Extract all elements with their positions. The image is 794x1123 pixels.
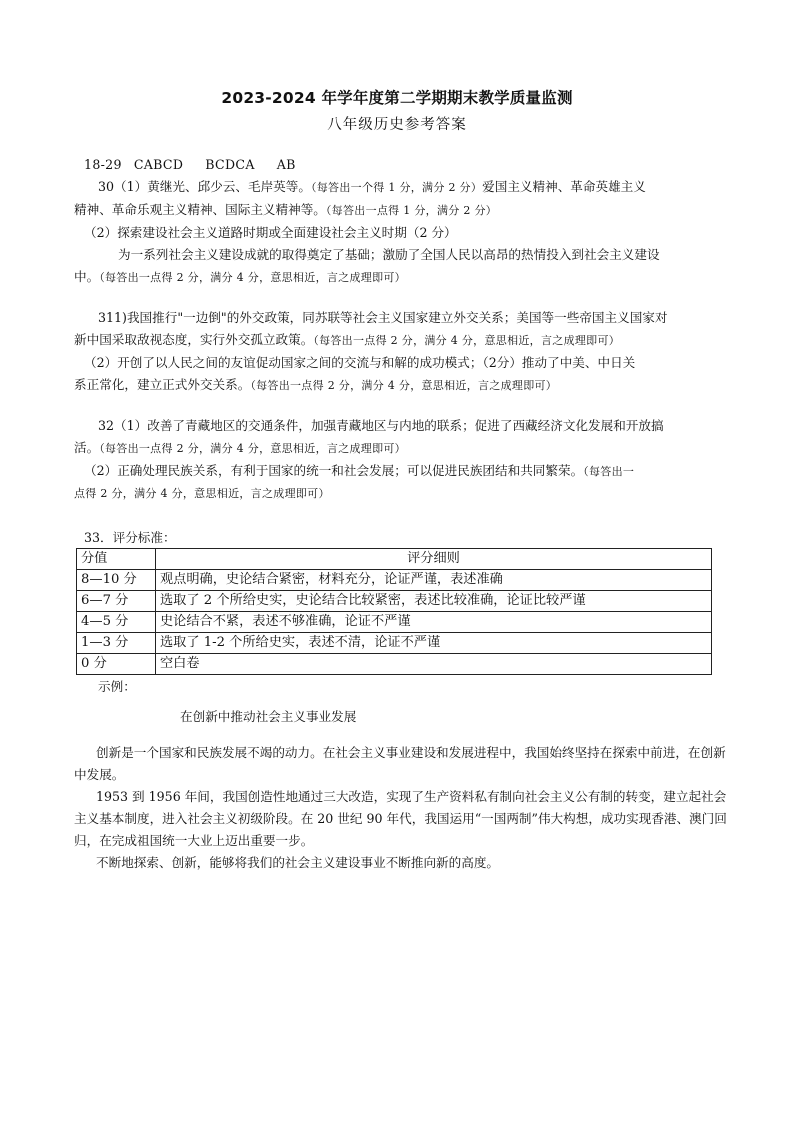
essay-paragraph: 1953 到 1956 年间，我国创造性地通过三大改造，实现了生产资料私有制向社会主义公有制的转变，建立起社会主义基本制度，进入社会主义初级阶段。在 20 世纪 90 年代，我国运用“一国两制”伟大构想，成功实现香港、澳门回归，在完成祖国统一大业上迈出重要一步。: [74, 789, 727, 848]
example-essay: [74, 742, 734, 874]
q30-p2c: 中。: [74, 269, 100, 284]
q31-p2b: 系正常化，建立正式外交关系。: [74, 377, 251, 392]
q32-part1-line2: [74, 437, 724, 460]
example-essay-title: 在创新中推动社会主义事业发展: [180, 709, 357, 724]
choice-group-2: BCDCA: [205, 157, 255, 172]
scoring-table: [76, 548, 712, 675]
page-subtitle: 八年级历史参考答案: [327, 117, 467, 133]
table-header-row: [77, 549, 712, 570]
page-title: 2023-2024 年学年度第二学期期末教学质量监测: [221, 89, 573, 107]
q31-p1b: 新中国采取敌视态度，实行外交孤立政策。: [74, 332, 314, 347]
q31-p2b-note: （每答出一点得 2 分，满分 4 分，意思相近，言之成理即可）: [250, 379, 558, 392]
q30-part1-line2: [74, 199, 724, 222]
q32-part2-line2: 点得 2 分，满分 4 分，意思相近，言之成理即可）: [74, 487, 330, 500]
row-score: 6—7 分: [77, 591, 156, 612]
q30-p1a: 30（1）黄继光、邱少云、毛岸英等。: [98, 179, 311, 194]
q30-part1-line1: [74, 176, 724, 199]
q32-part2-line1: [74, 460, 724, 483]
header-detail: 评分细则: [156, 549, 712, 570]
answers-section: [74, 154, 724, 505]
q32-p1b: 活。: [74, 440, 100, 455]
q33-label: 33．评分标准：: [84, 530, 176, 545]
row-score: 1—3 分: [77, 633, 156, 654]
row-detail: 空白卷: [156, 654, 712, 675]
header-score: 分值: [77, 549, 156, 570]
q32-part1-line1: 32（1）改善了青藏地区的交通条件，加强青藏地区与内地的联系；促进了西藏经济文化发展和开放搞: [98, 418, 664, 433]
q30-p1a-note: （每答出一个得 1 分，满分 2 分）: [310, 181, 483, 194]
q31-part2-line2: [74, 374, 724, 397]
choice-answers: [74, 154, 724, 176]
choice-range: 18-29: [84, 157, 122, 172]
choice-group-3: AB: [276, 157, 296, 172]
q30-p1b: 爱国主义精神、革命英雄主义: [482, 179, 646, 194]
q30-part2-line3: [74, 266, 724, 289]
q30-p1c: 精神、革命乐观主义精神、国际主义精神等。: [74, 202, 326, 217]
row-score: 8—10 分: [77, 570, 156, 591]
q31-p1b-note: （每答出一点得 2 分，满分 4 分，意思相近，言之成理即可）: [313, 334, 621, 347]
row-detail: 观点明确，史论结合紧密，材料充分，论证严谨，表述准确: [156, 570, 712, 591]
q32-p2a: （2）正确处理民族关系，有利于国家的统一和社会发展；可以促进民族团结和共同繁荣。: [84, 463, 584, 478]
q31-part2-line1: （2）开创了以人民之间的友谊促动国家之间的交流与和解的成功模式；（2分）推动了中美、中日关: [84, 355, 636, 370]
choice-group-1: CABCD: [133, 157, 184, 172]
q33-section: [74, 528, 724, 697]
q31-part1-line1: 311)我国推行"一边倒"的外交政策，同苏联等社会主义国家建立外交关系；美国等一些帝国主义国家对: [98, 310, 668, 325]
row-score: 0 分: [77, 654, 156, 675]
table-row: [77, 633, 712, 654]
q30-part2-line2: 为一系列社会主义建设成就的取得奠定了基础；激励了全国人民以高昂的热情投入到社会主义建设: [118, 247, 660, 262]
row-score: 4—5 分: [77, 612, 156, 633]
table-row: [77, 654, 712, 675]
table-row: [77, 591, 712, 612]
row-detail: 选取了 2 个所给史实，史论结合比较紧密，表述比较准确，论证比较严谨: [156, 591, 712, 612]
q30-p2c-note: （每答出一点得 2 分，满分 4 分，意思相近，言之成理即可）: [99, 271, 406, 284]
q31-part1-line2: [74, 329, 724, 352]
row-detail: 史论结合不紧，表述不够准确，论证不严谨: [156, 612, 712, 633]
q30-p1c-note: （每答出一点得 1 分，满分 2 分）: [325, 204, 498, 217]
q32-p2a-note: （每答出一: [583, 465, 635, 478]
q30-part2-line1: （2）探索建设社会主义道路时期或全面建设社会主义时期（2 分）: [84, 225, 457, 240]
example-label: 示例：: [98, 679, 136, 694]
table-row: [77, 612, 712, 633]
q32-p1b-note: （每答出一点得 2 分，满分 4 分，意思相近，言之成理即可）: [99, 442, 406, 455]
essay-paragraph: 创新是一个国家和民族发展不竭的动力。在社会主义事业建设和发展进程中，我国始终坚持在探索中前进，在创新中发展。: [74, 745, 726, 782]
table-row: [77, 570, 712, 591]
row-detail: 选取了 1-2 个所给史实，表述不清，论证不严谨: [156, 633, 712, 654]
essay-paragraph: 不断地探索、创新，能够将我们的社会主义建设事业不断推向新的高度。: [96, 855, 499, 870]
